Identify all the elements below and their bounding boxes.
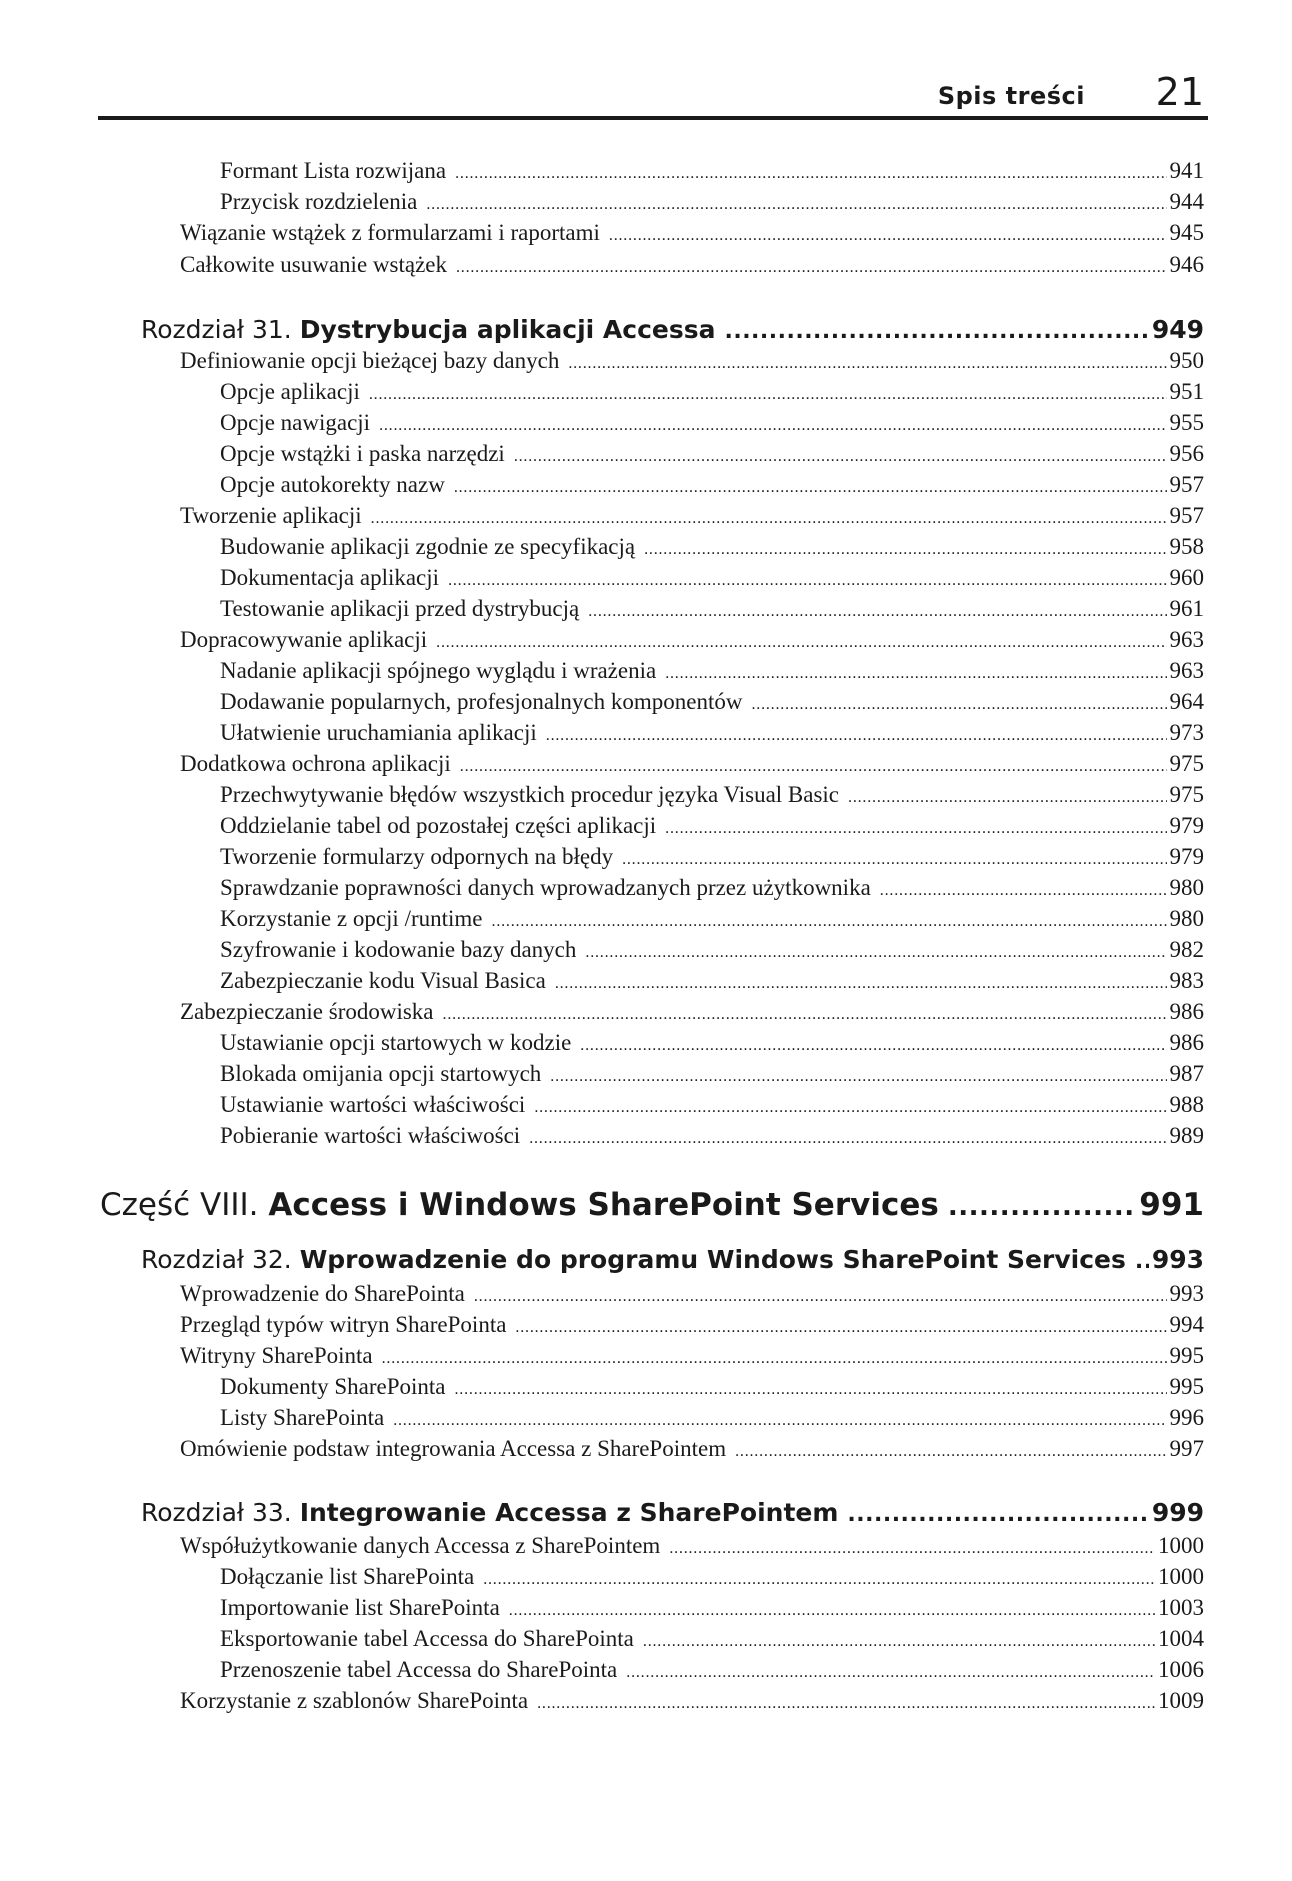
toc-page-number: 956 [1169, 441, 1204, 466]
toc-prefix: Rozdział 31. [141, 315, 292, 344]
toc-title: Nadanie aplikacji spójnego wyglądu i wrażenia [220, 658, 657, 683]
dot-leader [443, 997, 1167, 1030]
toc-title: Budowanie aplikacji zgodnie ze specyfikacją [220, 534, 636, 559]
toc-title-group [180, 997, 440, 1027]
toc-title: Opcje aplikacji [220, 379, 360, 404]
toc-page-number: 951 [1169, 379, 1204, 404]
toc-title: Całkowite usuwanie wstążek [180, 252, 447, 277]
toc-title: Formant Lista rozwijana [220, 158, 447, 183]
toc-title-group [180, 625, 433, 655]
toc-entry [180, 250, 1204, 280]
toc-title-group [220, 439, 511, 469]
toc-title: Sprawdzanie poprawności danych wprowadzanych przez użytkownika [220, 875, 871, 900]
toc-entry [220, 687, 1204, 717]
dot-leader [509, 1593, 1155, 1626]
toc-title-group [180, 250, 453, 280]
toc-entry [220, 842, 1204, 872]
toc-title: Testowanie aplikacji przed dystrybucją [220, 596, 580, 621]
toc-page-number: 1000 [1158, 1564, 1204, 1589]
dot-leader [529, 1121, 1166, 1154]
dot-leader [382, 1341, 1167, 1374]
toc-title-group [141, 312, 721, 348]
toc-title: Przegląd typów witryn SharePointa [180, 1312, 507, 1337]
toc-page-number: 997 [1169, 1436, 1204, 1461]
toc-title: Tworzenie aplikacji [180, 503, 362, 528]
dot-leader [379, 408, 1166, 441]
toc-page-number: 994 [1169, 1312, 1204, 1337]
toc-title-group [220, 1562, 480, 1592]
toc-title: Integrowanie Accessa z SharePointem [299, 1498, 839, 1527]
toc-title-group [220, 1655, 623, 1685]
toc-page-number: 1009 [1158, 1688, 1204, 1713]
toc-title-group [220, 1624, 640, 1654]
toc-title-group [220, 156, 452, 186]
toc-title: Korzystanie z szablonów SharePointa [180, 1688, 529, 1713]
toc-page-number: 963 [1169, 627, 1204, 652]
dot-leader [426, 187, 1166, 220]
toc-title: Dopracowywanie aplikacji [180, 627, 428, 652]
toc-title: Dokumenty SharePointa [220, 1374, 446, 1399]
toc-page-number: 979 [1169, 813, 1204, 838]
toc-title: Korzystanie z opcji /runtime [220, 906, 483, 931]
toc-title: Szyfrowanie i kodowanie bazy danych [220, 937, 577, 962]
dot-leader [460, 749, 1167, 782]
dot-leader [669, 1531, 1155, 1564]
toc-entry [220, 1562, 1204, 1592]
toc-title: Zabezpieczanie środowiska [180, 999, 434, 1024]
toc-entry [220, 1593, 1204, 1623]
toc-entry [180, 501, 1204, 531]
toc-title-group [180, 1434, 732, 1464]
toc-title: Opcje nawigacji [220, 410, 371, 435]
toc-title: Listy SharePointa [220, 1405, 385, 1430]
dot-leader [436, 625, 1166, 658]
dot-leader [751, 687, 1166, 720]
toc-title: Dołączanie list SharePointa [220, 1564, 475, 1589]
toc-entry [220, 470, 1204, 500]
dot-leader [665, 656, 1166, 689]
toc-page-number: 955 [1169, 410, 1204, 435]
toc-title: Tworzenie formularzy odpornych na błędy [220, 844, 614, 869]
toc-entry [220, 594, 1204, 624]
toc-entry [220, 811, 1204, 841]
toc-title: Wiązanie wstążek z formularzami i raportami [180, 220, 600, 245]
toc-entry [180, 1310, 1204, 1340]
toc-title: Witryny SharePointa [180, 1343, 373, 1368]
toc-title-group [220, 718, 543, 748]
toc-entry [220, 439, 1204, 469]
toc-title: Wprowadzenie do programu Windows SharePoint Services [299, 1245, 1126, 1274]
toc-title: Dodatkowa ochrona aplikacji [180, 751, 451, 776]
toc-title-group [180, 501, 368, 531]
toc-title: Dodawanie popularnych, profesjonalnych komponentów [220, 689, 743, 714]
dot-leader [455, 1372, 1167, 1405]
toc-entry [220, 1059, 1204, 1089]
toc-title-group [220, 811, 662, 841]
toc-entry [220, 718, 1204, 748]
toc-page-number: 987 [1169, 1061, 1204, 1086]
dot-leader [371, 501, 1167, 534]
toc-entry [220, 904, 1204, 934]
toc-page-number: 949 [1151, 315, 1204, 344]
page-header [98, 62, 1208, 120]
toc-title-group [220, 780, 845, 810]
toc-page-number: 988 [1169, 1092, 1204, 1117]
toc-title: Eksportowanie tabel Accessa do SharePointa [220, 1626, 634, 1651]
dot-leader [534, 1090, 1166, 1123]
toc-entry [220, 780, 1204, 810]
toc-chapter [141, 312, 1204, 348]
toc-entry [220, 156, 1204, 186]
toc-title: Dystrybucja aplikacji Accessa [299, 315, 716, 344]
toc-title-group [220, 873, 877, 903]
toc-title-group [180, 1310, 512, 1340]
toc-title: Pobieranie wartości właściwości [220, 1123, 521, 1148]
toc-page-number: 989 [1169, 1123, 1204, 1148]
toc-title-group [180, 1279, 471, 1309]
dot-leader [492, 904, 1167, 937]
toc-title: Przechwytywanie błędów wszystkich procedur języka Visual Basic [220, 782, 840, 807]
toc-page-number: 963 [1169, 658, 1204, 683]
toc-title: Ustawianie wartości właściwości [220, 1092, 526, 1117]
page-number: 21 [1155, 70, 1204, 114]
toc-entry [180, 1434, 1204, 1464]
toc-page-number: 941 [1169, 158, 1204, 183]
toc-page-number: 993 [1151, 1245, 1204, 1274]
toc-entry [180, 218, 1204, 248]
dot-leader [622, 842, 1166, 875]
toc-page-number: 950 [1169, 348, 1204, 373]
toc-entry [180, 1686, 1204, 1716]
dot-leader [724, 312, 1148, 350]
dot-leader [393, 1403, 1166, 1436]
toc-entry [220, 377, 1204, 407]
toc-title-group [220, 1593, 506, 1623]
dot-leader [550, 1059, 1166, 1092]
toc-entry [220, 532, 1204, 562]
dot-leader [848, 780, 1166, 813]
toc-title-group [220, 594, 585, 624]
toc-page-number: 973 [1169, 720, 1204, 745]
toc-title-group [220, 1372, 452, 1402]
toc-page-number: 958 [1169, 534, 1204, 559]
toc-title-group [220, 532, 641, 562]
toc-title-group [220, 470, 451, 500]
toc-title-group [141, 1242, 1132, 1278]
toc-page-number: 986 [1169, 1030, 1204, 1055]
toc-entry [220, 563, 1204, 593]
toc-page-number: 1000 [1158, 1533, 1204, 1558]
toc-title: Oddzielanie tabel od pozostałej części aplikacji [220, 813, 657, 838]
toc-entry [180, 625, 1204, 655]
toc-title: Ustawianie opcji startowych w kodzie [220, 1030, 572, 1055]
dot-leader [585, 935, 1166, 968]
toc-page-number: 960 [1169, 565, 1204, 590]
toc-title-group [141, 1495, 844, 1531]
dot-leader [515, 1310, 1166, 1343]
toc-entry [220, 935, 1204, 965]
toc-title-group [220, 408, 376, 438]
toc-title-group [220, 842, 619, 872]
toc-title-group [220, 1028, 577, 1058]
toc-page-number: 996 [1169, 1405, 1204, 1430]
toc-page-number: 961 [1169, 596, 1204, 621]
toc-page-number: 957 [1169, 472, 1204, 497]
toc-prefix: Część VIII. [100, 1187, 259, 1223]
dot-leader [847, 1495, 1148, 1533]
toc-entry [180, 346, 1204, 376]
dot-leader [588, 594, 1166, 627]
toc-page-number: 980 [1169, 875, 1204, 900]
toc-entry [180, 1279, 1204, 1309]
dot-leader [626, 1655, 1155, 1688]
dot-leader [580, 1028, 1166, 1061]
toc-chapter [141, 1495, 1204, 1531]
toc-prefix: Rozdział 33. [141, 1498, 292, 1527]
toc-title: Zabezpieczanie kodu Visual Basica [220, 968, 546, 993]
toc-entry [220, 187, 1204, 217]
toc-entry [220, 1624, 1204, 1654]
toc-entry [220, 1090, 1204, 1120]
toc-page-number: 991 [1139, 1187, 1204, 1223]
toc-page-number: 980 [1169, 906, 1204, 931]
toc-entry [220, 1655, 1204, 1685]
toc-page-number: 945 [1169, 220, 1204, 245]
toc-title: Access i Windows SharePoint Services [268, 1187, 939, 1223]
dot-leader [644, 532, 1166, 565]
dot-leader [454, 470, 1167, 503]
toc-entry [180, 997, 1204, 1027]
dot-leader [555, 966, 1167, 999]
toc-page-number: 957 [1169, 503, 1204, 528]
dot-leader [474, 1279, 1167, 1312]
dot-leader [609, 218, 1167, 251]
toc-title-group [180, 218, 606, 248]
dot-leader [456, 250, 1167, 283]
dot-leader [483, 1562, 1155, 1595]
toc-title: Opcje wstążki i paska narzędzi [220, 441, 505, 466]
dot-leader [643, 1624, 1155, 1657]
dot-leader [948, 1183, 1136, 1229]
toc-page-number: 1004 [1158, 1626, 1204, 1651]
toc-title: Importowanie list SharePointa [220, 1595, 500, 1620]
toc-title: Przycisk rozdzielenia [220, 189, 418, 214]
dot-leader [514, 439, 1167, 472]
toc-entry [180, 749, 1204, 779]
toc-title-group [220, 377, 366, 407]
toc-prefix: Rozdział 32. [141, 1245, 292, 1274]
toc-title: Wprowadzenie do SharePointa [180, 1281, 465, 1306]
toc-page-number: 946 [1169, 252, 1204, 277]
toc-entry [220, 966, 1204, 996]
dot-leader [448, 563, 1166, 596]
toc-title-group [180, 346, 565, 376]
toc-entry [220, 656, 1204, 686]
toc-title: Omówienie podstaw integrowania Accessa z SharePointem [180, 1436, 727, 1461]
toc-entry [220, 873, 1204, 903]
toc-title-group [220, 187, 423, 217]
toc-page-number: 999 [1151, 1498, 1204, 1527]
toc-page-number: 975 [1169, 782, 1204, 807]
toc-page-number: 995 [1169, 1374, 1204, 1399]
toc-entry [220, 1372, 1204, 1402]
toc-title-group [220, 563, 445, 593]
toc-title: Współużytkowanie danych Accessa z SharePointem [180, 1533, 661, 1558]
dot-leader [537, 1686, 1155, 1719]
toc-title-group [220, 687, 748, 717]
toc-title: Blokada omijania opcji startowych [220, 1061, 542, 1086]
toc-page-number: 1003 [1158, 1595, 1204, 1620]
dot-leader [546, 718, 1167, 751]
toc-page-number: 983 [1169, 968, 1204, 993]
toc-title: Dokumentacja aplikacji [220, 565, 440, 590]
toc-part [100, 1183, 1204, 1227]
toc-title-group [180, 749, 457, 779]
toc-page-number: 982 [1169, 937, 1204, 962]
toc-page-number: 993 [1169, 1281, 1204, 1306]
toc-title-group [220, 1403, 390, 1433]
toc-title: Ułatwienie uruchamiania aplikacji [220, 720, 537, 745]
toc-title-group [220, 935, 582, 965]
dot-leader [369, 377, 1167, 410]
dot-leader [735, 1434, 1166, 1467]
toc-chapter [141, 1242, 1204, 1278]
section-title: Spis treści [937, 82, 1085, 110]
toc-entry [180, 1531, 1204, 1561]
toc-title-group [220, 656, 662, 686]
dot-leader [665, 811, 1166, 844]
toc-entry [220, 1403, 1204, 1433]
toc-title-group [180, 1341, 379, 1371]
dot-leader [455, 156, 1166, 189]
toc-title-group [180, 1531, 666, 1561]
toc-page-number: 964 [1169, 689, 1204, 714]
toc-title-group [100, 1183, 945, 1227]
toc-entry [220, 1121, 1204, 1151]
toc-page-number: 944 [1169, 189, 1204, 214]
toc-title: Definiowanie opcji bieżącej bazy danych [180, 348, 560, 373]
toc-title-group [220, 1059, 547, 1089]
toc-page-number: 975 [1169, 751, 1204, 776]
toc-title-group [220, 1121, 526, 1151]
toc-page-number: 979 [1169, 844, 1204, 869]
toc-entry [220, 408, 1204, 438]
toc-title: Opcje autokorekty nazw [220, 472, 445, 497]
toc-title-group [220, 904, 489, 934]
dot-leader [880, 873, 1167, 906]
toc-page-number: 986 [1169, 999, 1204, 1024]
toc-title-group [220, 966, 552, 996]
dot-leader [1135, 1242, 1149, 1280]
toc-title-group [180, 1686, 534, 1716]
toc-title: Przenoszenie tabel Accessa do SharePointa [220, 1657, 618, 1682]
dot-leader [568, 346, 1166, 379]
toc-entry [220, 1028, 1204, 1058]
toc-page-number: 1006 [1158, 1657, 1204, 1682]
toc-entry [180, 1341, 1204, 1371]
toc-title-group [220, 1090, 531, 1120]
toc-page-number: 995 [1169, 1343, 1204, 1368]
